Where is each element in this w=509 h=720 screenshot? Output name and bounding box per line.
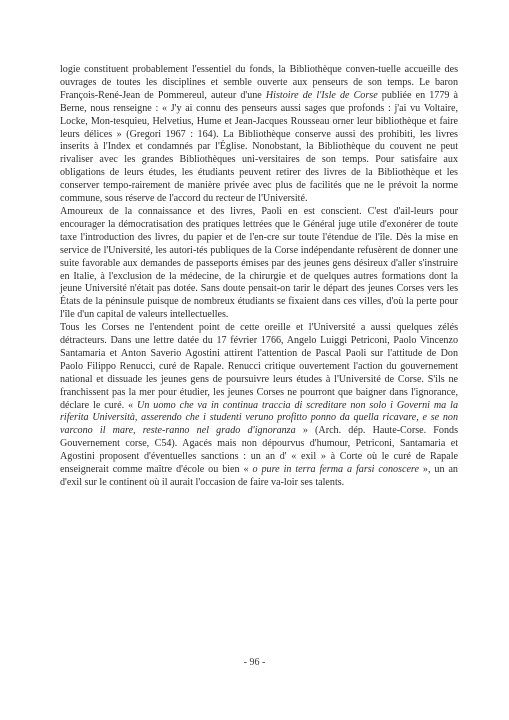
body-text xyxy=(60,64,458,490)
book-title: Histoire de l'Isle de Corse xyxy=(265,89,378,101)
italian-quote: Un uomo che va in continua traccia di screditare non solo i Governi ma la riferita Università, asserendo che i studenti veruno profitto ponno da quella ricavare, e se non varcono il mare, reste-ranno nel grado d'ignoranza xyxy=(60,399,458,437)
text-segment: Amoureux de la connaissance et des livres, Paoli en est conscient. C'est d'ail-leurs pour encourager la démocratisation des pratiques lettrées que le Général juge utile d'exonérer de toute taxe l'introduction des livres, du papier et de l'en-cre sur toute l'étendue de l'île. Dès la mise en service de l'Université, les autori-tés publiques de la Corse indépendante refusèrent de donner une suite favorable aux demandes de passeports émises par des jeunes gens désireux d'aller s'instruire en Italie, à l'exclusion de la médecine, de la chirurgie et de quelques autres formations dont la jeune Université n'était pas dotée. Sans doute pensait-on tarir le départ des jeunes Corses vers les États de la péninsule puisque de nombreux étudiants se fixaient dans ces villes, d'où la perte pour l'île d'un capital de valeurs intellectuelles. xyxy=(60,205,458,321)
text-segment: Tous les Corses ne l'entendent point de cette oreille et l'Université a aussi quelques zélés détracteurs. Dans une lettre datée du 17 février 1766, Angelo Luiggi Petriconi, Paolo Vincenzo Santamaria et Anton Saverio Agostini attirent l'attention de Pascal Paoli sur l'attitude de Don Paolo Filippo Renucci, curé de Rapale. Renucci critique ouvertement l'action du gouvernement national et dissuade les jeunes gens de poursuivre leurs études à l'Université de Corse. S'ils ne franchissent pas la mer pour étudier, les jeunes Corses ne pourront que baigner dans l'ignorance, déclare le curé. « xyxy=(60,322,458,411)
page-number: - 96 - xyxy=(243,657,266,668)
italian-quote: o pure in terra ferma a farsi conoscere xyxy=(252,464,419,476)
paragraph xyxy=(60,322,458,490)
text-segment: », un an d'exil sur le continent où il aurait l'occasion de faire va-loir ses talents. xyxy=(60,464,458,488)
paragraph xyxy=(60,206,458,322)
text-segment: logie constituent probablement l'essentiel du fonds, la Bibliothèque conven-tuelle accueille des ouvrages de toutes les disciplines et semble ouverte aux penseurs de son temps. Le baron François-René-Jean de Pommereul, auteur d'une xyxy=(60,64,458,101)
text-segment: publiée en 1779 à Berne, nous renseigne : « J'y ai connu des penseurs aussi sages que profonds : j'ai vu Voltaire, Locke, Mon-tesquieu, Helvetius, Hume et Jean-Jacques Rousseau orner leur bibliothèque et faire leurs délices » (Gregori 1967 : 164). La Bibliothèque conserve aussi des prohibiti, les livres inserits à l'Index et condamnés par l'Église. Nonobstant, la Bibliothèque du couvent ne peut rivaliser avec les grandes Bibliothèques uni-versitaires de son temps. Pour satisfaire aux obligations de leurs études, les étudiants peuvent retirer des livres de la Bibliothèque et les conserver tempo-rairement de manière privée avec plus de facilités que ne le prévoit la norme commune, sous réserve de l'accord du recteur de l'Université. xyxy=(60,89,458,205)
text-segment: » (Arch. dép. Haute-Corse. Fonds Gouvernement corse, C54). Agacés mais non dépourvus d'humour, Petriconi, Santamaria et Agostini proposent d'éventuelles sanctions : un an d' « exil » à Corte où le curé de Rapale enseignerait comme maître d'école ou bien « xyxy=(60,425,458,476)
paragraph xyxy=(60,64,458,206)
